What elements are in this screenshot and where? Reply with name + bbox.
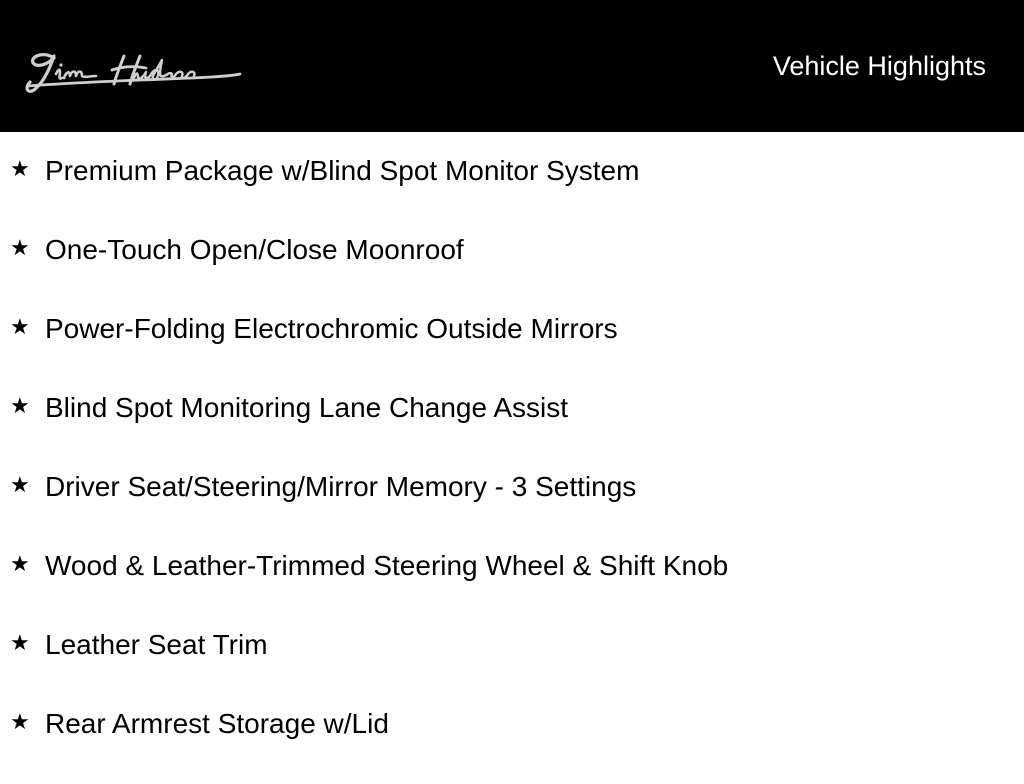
signature-logo-graphic (20, 46, 246, 98)
highlight-item (0, 310, 1024, 389)
highlight-label: Leather Seat Trim (45, 629, 268, 660)
highlight-item (0, 705, 1024, 784)
star-icon: ★ (10, 235, 30, 260)
highlight-label: Power-Folding Electrochromic Outside Mirrors (45, 313, 618, 344)
star-icon: ★ (10, 472, 30, 497)
highlight-label: Blind Spot Monitoring Lane Change Assist (45, 392, 568, 423)
highlight-item (0, 468, 1024, 547)
highlight-label: Rear Armrest Storage w/Lid (45, 708, 389, 739)
highlight-label: Driver Seat/Steering/Mirror Memory - 3 Settings (45, 471, 637, 502)
star-icon: ★ (10, 709, 30, 734)
page-header (0, 0, 1024, 132)
highlight-item (0, 231, 1024, 310)
star-icon: ★ (10, 314, 30, 339)
vehicle-highlights-list (0, 152, 1024, 784)
highlight-label: One-Touch Open/Close Moonroof (45, 234, 464, 265)
highlight-label: Premium Package w/Blind Spot Monitor System (45, 155, 640, 186)
star-icon: ★ (10, 393, 30, 418)
highlight-item (0, 626, 1024, 705)
jim-hudson-logo (20, 46, 246, 98)
highlight-label: Wood & Leather-Trimmed Steering Wheel & Shift Knob (45, 550, 729, 581)
highlight-item (0, 152, 1024, 231)
page-title: Vehicle Highlights (772, 51, 986, 81)
star-icon: ★ (10, 156, 30, 181)
star-icon: ★ (10, 630, 30, 655)
highlight-item (0, 547, 1024, 626)
star-icon: ★ (10, 551, 30, 576)
highlight-item (0, 389, 1024, 468)
